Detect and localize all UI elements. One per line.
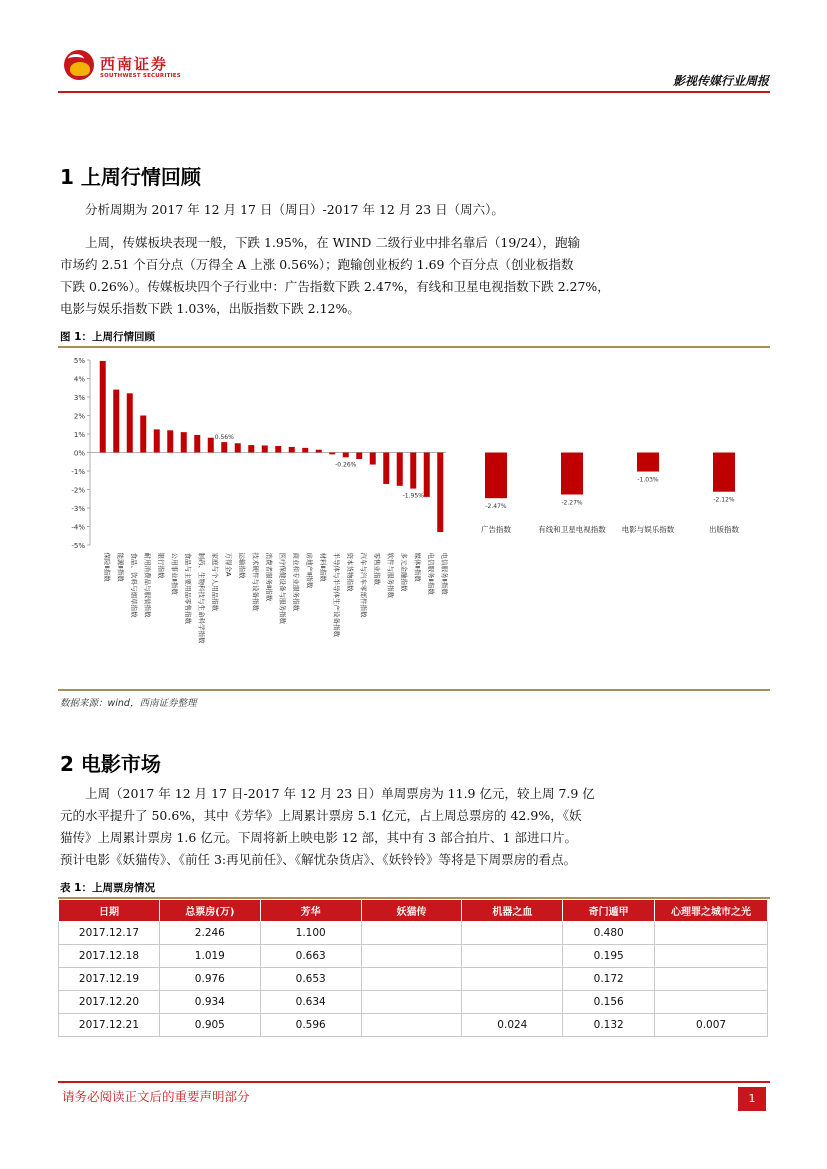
box-office-table (58, 899, 768, 1037)
y-tick-label: -1% (71, 468, 85, 476)
bar (235, 443, 241, 452)
category-label: 技术硬件与设备指数 (251, 552, 260, 611)
paragraph-line: 预计电影《妖猫传》、《前任 3:再见前任》、《解忧杂货店》、《妖铃铃》等将是下周票房的看点。 (60, 852, 577, 867)
category-label: 家庭与个人用品指数 (210, 552, 219, 611)
market-review-chart (58, 350, 770, 688)
category-label: 能源Ⅱ指数 (116, 552, 125, 582)
sub-category-label: 电影与娱乐指数 (621, 525, 675, 534)
category-label: 耐用消费品与服装指数 (143, 552, 152, 618)
sub-data-label: -2.27% (561, 499, 583, 507)
table-cell: 0.156 (563, 991, 655, 1014)
table-cell: 0.634 (260, 991, 361, 1014)
bar (248, 445, 254, 452)
category-label: 运输指数 (237, 552, 246, 579)
bar (289, 447, 295, 453)
table-cell: 0.024 (462, 1014, 563, 1037)
y-tick-label: 3% (73, 394, 85, 402)
figure-caption: 图 1：上周行情回顾 (60, 331, 155, 343)
bar (140, 416, 146, 453)
bar (302, 448, 308, 453)
figure-top-rule (58, 346, 770, 348)
bar (154, 429, 160, 452)
table-cell: 0.007 (655, 1014, 768, 1037)
category-label: 电信服务Ⅱ指数 (440, 552, 449, 595)
box-office-paragraph (60, 783, 772, 871)
table-cell: 0.934 (159, 991, 260, 1014)
category-label: 房地产Ⅱ指数 (305, 552, 314, 589)
category-label: 银行指数 (156, 552, 165, 579)
table-cell: 0.132 (563, 1014, 655, 1037)
paragraph-line: 猫传》上周累计票房 1.6 亿元。下周将新上映电影 12 部，其中有 3 部合拍片、1 部进口片。 (60, 830, 578, 845)
table-caption: 表 1：上周票房情况 (60, 882, 155, 894)
table-cell (361, 1014, 462, 1037)
column-header: 妖猫传 (361, 900, 462, 922)
category-label: 零售业指数 (372, 552, 381, 585)
data-source-note: 数据来源：wind，西南证券整理 (60, 698, 197, 709)
table-cell (462, 968, 563, 991)
report-title: 影视传媒行业周报 (672, 74, 769, 88)
bar (356, 453, 362, 459)
y-tick-label: -3% (71, 505, 85, 513)
section-heading-2: 2 电影市场 (60, 752, 161, 776)
category-label: 保险Ⅱ指数 (102, 552, 111, 582)
table-cell: 2017.12.19 (59, 968, 160, 991)
data-label: -0.26% (335, 461, 357, 469)
paragraph-line: 市场约 2.51 个百分点（万得全 A 上涨 0.56%）；跑输创业板约 1.69 个百分点（创业板指数 (60, 257, 574, 272)
category-label: 汽车与汽车零部件指数 (359, 552, 368, 618)
category-label: 商业和专业服务指数 (291, 552, 300, 611)
market-review-paragraph (60, 232, 772, 320)
bar (329, 453, 335, 455)
paragraph-line: 上周（2017 年 12 月 17 日-2017 年 12 月 23 日）单周票房为 11.9 亿元，较上周 7.9 亿 (85, 786, 595, 801)
sub-bar (637, 453, 659, 472)
table-cell: 1.100 (260, 922, 361, 945)
column-header: 芳华 (260, 900, 361, 922)
table-cell: 2017.12.20 (59, 991, 160, 1014)
table-cell: 2017.12.21 (59, 1014, 160, 1037)
y-tick-label: -4% (71, 523, 85, 532)
bar (194, 435, 200, 453)
table-cell (655, 968, 768, 991)
sub-bar (713, 453, 735, 492)
bar (316, 450, 322, 453)
table-cell: 0.905 (159, 1014, 260, 1037)
table-cell: 2017.12.17 (59, 922, 160, 945)
table-cell: 0.976 (159, 968, 260, 991)
category-label: 媒体Ⅱ指数 (413, 552, 422, 582)
bar (424, 453, 430, 497)
table-cell (361, 922, 462, 945)
category-label: 消费者服务Ⅱ指数 (264, 552, 273, 602)
bar (221, 442, 227, 452)
category-label: 资本货物指数 (345, 552, 354, 592)
sub-category-label: 有线和卫星电视指数 (538, 525, 606, 534)
category-label: 半导体与半导体生产设备指数 (332, 552, 341, 637)
y-tick-label: -5% (71, 542, 85, 550)
table-cell (655, 922, 768, 945)
y-tick-label: 2% (73, 412, 85, 421)
y-tick-label: 0% (73, 449, 85, 458)
table-cell: 0.663 (260, 945, 361, 968)
column-header: 奇门遁甲 (563, 900, 655, 922)
bar (370, 453, 376, 465)
bar (127, 393, 133, 452)
category-label: 食品与主要用品零售指数 (183, 552, 192, 624)
table-cell (655, 991, 768, 1014)
category-label: 公用事业Ⅱ指数 (170, 552, 179, 595)
table-row (59, 991, 768, 1014)
table-cell (462, 991, 563, 1014)
y-tick-label: 4% (73, 375, 85, 384)
bar (410, 453, 416, 489)
sub-data-label: -2.47% (485, 503, 507, 511)
sub-category-label: 广告指数 (481, 525, 511, 534)
table-cell (462, 922, 563, 945)
footer-divider (58, 1081, 770, 1083)
data-label: 0.56% (214, 434, 234, 442)
bar (208, 438, 214, 453)
bar (383, 453, 389, 484)
category-label: 万得全A (224, 552, 233, 577)
paragraph-line: 下跌 0.26%）。传媒板块四个子行业中：广告指数下跌 2.47%，有线和卫星电视指数下跌 2.27%， (60, 279, 610, 294)
table-cell: 2017.12.18 (59, 945, 160, 968)
category-label: 电信服务Ⅱ指数 (426, 552, 435, 595)
table-cell (361, 968, 462, 991)
page-number: 1 (738, 1087, 766, 1111)
table-row (59, 968, 768, 991)
column-header: 心理罪之城市之光 (655, 900, 768, 922)
figure-bottom-rule (58, 689, 770, 691)
sub-category-label: 出版指数 (709, 525, 739, 534)
table-cell: 0.172 (563, 968, 655, 991)
table-cell: 1.019 (159, 945, 260, 968)
category-label: 材料Ⅱ指数 (318, 552, 327, 582)
table-cell: 0.653 (260, 968, 361, 991)
analysis-period-paragraph: 分析周期为 2017 年 12 月 17 日（周日）-2017 年 12 月 23 日（周六）。 (85, 202, 504, 217)
footer-disclaimer: 请务必阅读正文后的重要声明部分 (62, 1089, 250, 1104)
bar (262, 445, 268, 452)
column-header: 机器之血 (462, 900, 563, 922)
paragraph-line: 上周，传媒板块表现一般，下跌 1.95%，在 WIND 二级行业中排名靠后（19/24），跑输 (85, 235, 581, 250)
bar (181, 432, 187, 452)
category-label: 医疗保健设备与服务指数 (278, 552, 287, 624)
table-cell: 0.480 (563, 922, 655, 945)
table-row (59, 922, 768, 945)
column-header: 总票房(万) (159, 900, 260, 922)
data-label: -1.95% (402, 492, 424, 500)
table-cell: 2.246 (159, 922, 260, 945)
table-cell (655, 945, 768, 968)
y-tick-label: 5% (73, 357, 85, 365)
sub-data-label: -2.12% (713, 496, 735, 504)
bar (437, 453, 443, 533)
bar (397, 453, 403, 486)
header-divider (58, 91, 770, 93)
logo-text-en: SOUTHWEST SECURITIES (100, 73, 181, 79)
paragraph-line: 元的水平提升了 50.6%，其中《芳华》上周累计票房 5.1 亿元，占上周总票房的 42.9%，《妖 (60, 808, 582, 823)
paragraph-line: 电影与娱乐指数下跌 1.03%，出版指数下跌 2.12%。 (60, 301, 360, 316)
section-heading-1: 1 上周行情回顾 (60, 165, 201, 189)
logo-mark (64, 50, 94, 80)
bar (275, 446, 281, 452)
logo-text-cn: 西南证券 (100, 55, 169, 73)
category-label: 软件与服务指数 (386, 552, 395, 598)
bar (167, 430, 173, 452)
table-row (59, 1014, 768, 1037)
sub-bar (561, 453, 583, 495)
sub-bar (485, 453, 507, 499)
category-label: 食品、饮料与烟草指数 (129, 552, 138, 618)
y-tick-label: 1% (73, 431, 85, 439)
bar (343, 453, 349, 458)
bar (113, 390, 119, 453)
category-label: 多元金融指数 (399, 552, 408, 592)
table-cell: 0.596 (260, 1014, 361, 1037)
table-row (59, 945, 768, 968)
column-header: 日期 (59, 900, 160, 922)
table-cell (361, 991, 462, 1014)
y-tick-label: -2% (71, 486, 85, 495)
table-header-row (59, 900, 768, 922)
table-cell (361, 945, 462, 968)
table-cell (462, 945, 563, 968)
table-cell: 0.195 (563, 945, 655, 968)
sub-data-label: -1.03% (637, 476, 659, 484)
bar (100, 361, 106, 453)
category-label: 制药、生物科技与生命科学指数 (197, 552, 206, 644)
